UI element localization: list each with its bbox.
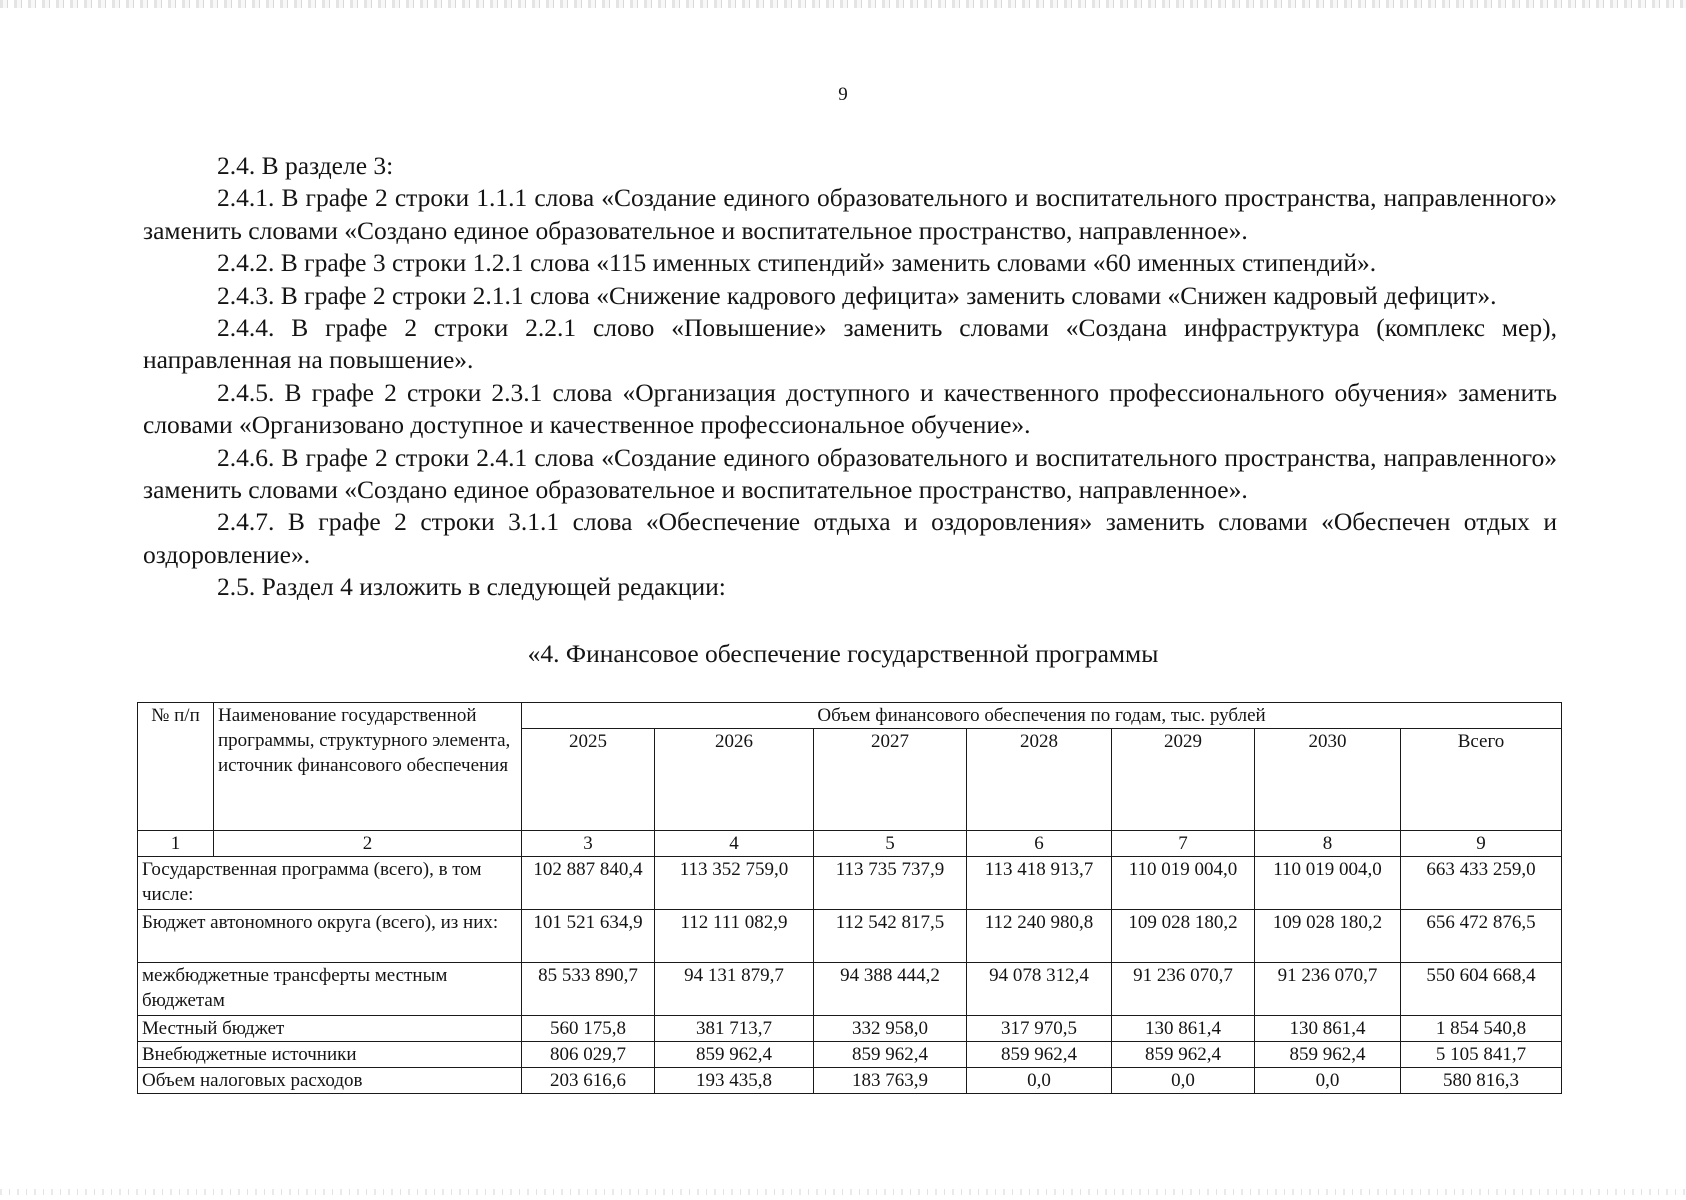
value-cell: 560 175,8: [522, 1016, 655, 1042]
total-cell: 580 816,3: [1401, 1068, 1562, 1094]
column-number: 5: [814, 831, 967, 857]
column-number-row: [138, 831, 1562, 857]
paragraph-2-4-4: 2.4.4. В графе 2 строки 2.2.1 слово «Повышение» заменить словами «Создана инфраструктура (комплекс мер), направленная на повышение».: [143, 313, 1557, 375]
column-number: 6: [967, 831, 1112, 857]
value-cell: 0,0: [1112, 1068, 1255, 1094]
column-number: 3: [522, 831, 655, 857]
total-cell: 663 433 259,0: [1401, 857, 1562, 910]
value-cell: 859 962,4: [814, 1042, 967, 1068]
paragraph-2-4: 2.4. В разделе 3:: [217, 151, 394, 180]
value-cell: 110 019 004,0: [1255, 857, 1401, 910]
section-title: «4. Финансовое обеспечение государственной программы: [527, 639, 1159, 668]
value-cell: 112 111 082,9: [655, 910, 814, 963]
value-cell: 91 236 070,7: [1255, 963, 1401, 1016]
financing-table: [137, 702, 1562, 1094]
header-funding-by-year: Объем финансового обеспечения по годам, тыс. рублей: [522, 703, 1562, 729]
scan-edge-bottom: [0, 1189, 1686, 1195]
column-number: 2: [214, 831, 522, 857]
value-cell: 317 970,5: [967, 1016, 1112, 1042]
value-cell: 109 028 180,2: [1255, 910, 1401, 963]
value-cell: 183 763,9: [814, 1068, 967, 1094]
value-cell: 109 028 180,2: [1112, 910, 1255, 963]
value-cell: 806 029,7: [522, 1042, 655, 1068]
header-name: Наименование государственной программы, структурного элемента, источник финансового обеспечения: [214, 703, 522, 831]
value-cell: 112 542 817,5: [814, 910, 967, 963]
value-cell: 203 616,6: [522, 1068, 655, 1094]
value-cell: 94 131 879,7: [655, 963, 814, 1016]
value-cell: 130 861,4: [1112, 1016, 1255, 1042]
page-number: 9: [838, 84, 848, 105]
scan-edge-top: [0, 0, 1686, 8]
value-cell: 193 435,8: [655, 1068, 814, 1094]
row-label: Государственная программа (всего), в том числе:: [138, 857, 522, 910]
table-row: [138, 857, 1562, 910]
row-label: Объем налоговых расходов: [138, 1068, 522, 1094]
header-year: 2030: [1255, 729, 1401, 831]
header-total: Всего: [1401, 729, 1562, 831]
total-cell: 656 472 876,5: [1401, 910, 1562, 963]
header-year: 2029: [1112, 729, 1255, 831]
paragraph-2-4-3: 2.4.3. В графе 2 строки 2.1.1 слова «Снижение кадрового дефицита» заменить словами «Снижен кадровый дефицит».: [217, 280, 1497, 310]
value-cell: 130 861,4: [1255, 1016, 1401, 1042]
row-label: Бюджет автономного округа (всего), из них:: [138, 910, 522, 963]
value-cell: 102 887 840,4: [522, 857, 655, 910]
paragraph-2-4-7: 2.4.7. В графе 2 строки 3.1.1 слова «Обеспечение отдыха и оздоровления» заменить словами «Обеспечен отдых и оздоровление».: [143, 507, 1557, 569]
value-cell: 113 418 913,7: [967, 857, 1112, 910]
column-number: 4: [655, 831, 814, 857]
value-cell: 112 240 980,8: [967, 910, 1112, 963]
table-row: [138, 910, 1562, 963]
value-cell: 91 236 070,7: [1112, 963, 1255, 1016]
table-row: [138, 1016, 1562, 1042]
amendment-text: [143, 150, 1557, 604]
total-cell: 1 854 540,8: [1401, 1016, 1562, 1042]
row-label: межбюджетные трансферты местным бюджетам: [138, 963, 522, 1016]
total-cell: 5 105 841,7: [1401, 1042, 1562, 1068]
value-cell: 859 962,4: [655, 1042, 814, 1068]
value-cell: 113 352 759,0: [655, 857, 814, 910]
value-cell: 0,0: [967, 1068, 1112, 1094]
paragraph-2-4-6: 2.4.6. В графе 2 строки 2.4.1 слова «Создание единого образовательного и воспитательного пространства, направленного» заменить словами «Создано единое образовательное и воспитательное пространство, направленное».: [143, 442, 1557, 505]
value-cell: 859 962,4: [1255, 1042, 1401, 1068]
header-year: 2025: [522, 729, 655, 831]
header-no: № п/п: [138, 703, 214, 831]
value-cell: 332 958,0: [814, 1016, 967, 1042]
value-cell: 381 713,7: [655, 1016, 814, 1042]
value-cell: 0,0: [1255, 1068, 1401, 1094]
column-number: 1: [138, 831, 214, 857]
value-cell: 94 388 444,2: [814, 963, 967, 1016]
value-cell: 110 019 004,0: [1112, 857, 1255, 910]
paragraph-2-4-5: 2.4.5. В графе 2 строки 2.3.1 слова «Организация доступного и качественного профессионального обучения» заменить словами «Организовано доступное и качественное профессиональное обучение».: [143, 377, 1557, 440]
paragraph-2-5: 2.5. Раздел 4 изложить в следующей редакции:: [217, 572, 726, 602]
paragraph-2-4-1: 2.4.1. В графе 2 строки 1.1.1 слова «Создание единого образовательного и воспитательного пространства, направленного» заменить словами «Создано единое образовательное и воспитательное пространство, направленное».: [143, 183, 1557, 245]
value-cell: 113 735 737,9: [814, 857, 967, 910]
row-label: Внебюджетные источники: [138, 1042, 522, 1068]
value-cell: 859 962,4: [1112, 1042, 1255, 1068]
value-cell: 85 533 890,7: [522, 963, 655, 1016]
value-cell: 101 521 634,9: [522, 910, 655, 963]
header-year: 2026: [655, 729, 814, 831]
table-row: [138, 1068, 1562, 1094]
value-cell: 859 962,4: [967, 1042, 1112, 1068]
row-label: Местный бюджет: [138, 1016, 522, 1042]
column-number: 7: [1112, 831, 1255, 857]
column-number: 9: [1401, 831, 1562, 857]
table-row: [138, 1042, 1562, 1068]
header-year: 2028: [967, 729, 1112, 831]
paragraph-2-4-2: 2.4.2. В графе 3 строки 1.2.1 слова «115 именных стипендий» заменить словами «60 именных стипендий».: [217, 248, 1377, 278]
total-cell: 550 604 668,4: [1401, 963, 1562, 1016]
table-row: [138, 963, 1562, 1016]
header-row-group: [138, 703, 1562, 729]
header-year: 2027: [814, 729, 967, 831]
value-cell: 94 078 312,4: [967, 963, 1112, 1016]
column-number: 8: [1255, 831, 1401, 857]
